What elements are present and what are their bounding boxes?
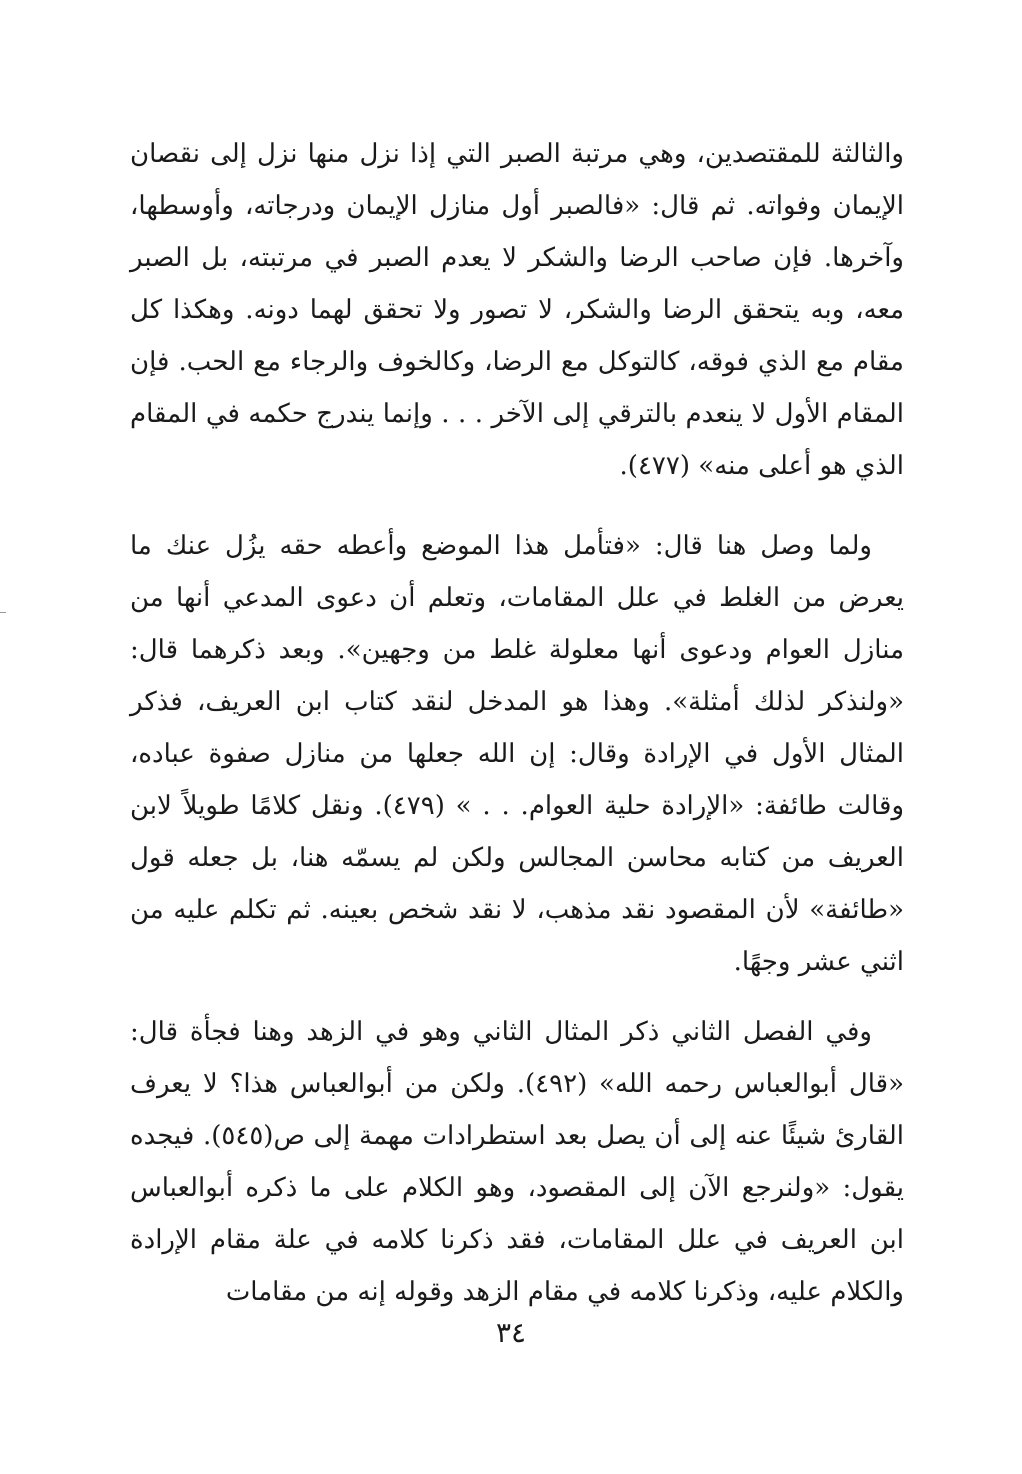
paragraph-3 [130,1006,904,1318]
paragraph-1-text: والثالثة للمقتصدين، وهي مرتبة الصبر التي إذا نزل منها نزل إلى نقصان الإيمان وفواته. ثم قال: «فالصبر أول منازل الإيمان ودرجاته، وأوسطها، وآخرها. فإن صاحب الرضا والشكر لا يعدم الصبر في مرتبته، بل الصبر معه، وبه يتحقق الرضا والشكر، لا تصور ولا تحقق لهما دونه. وهكذا كل مقام مع الذي فوقه، كالتوكل مع الرضا، وكالخوف والرجاء مع الحب. فإن المقام الأول لا ينعدم بالترقي إلى الآخر . . . وإنما يندرج حكمه في المقام الذي هو أعلى منه» (٤٧٧). [130,139,904,481]
paragraph-2 [130,520,904,988]
paragraph-2-text: ولما وصل هنا قال: «فتأمل هذا الموضع وأعطه حقه يزُل عنك ما يعرض من الغلط في علل المقامات، وتعلم أن دعوى المدعي أنها من منازل العوام ودعوى أنها معلولة غلط من وجهين». وبعد ذكرهما قال: «ولنذكر لذلك أمثلة». وهذا هو المدخل لنقد كتاب ابن العريف، فذكر المثال الأول في الإرادة وقال: إن الله جعلها من منازل صفوة عباده، وقالت طائفة: «الإرادة حلية العوام. . . » (٤٧٩). ونقل كلامًا طويلاً لابن العريف من كتابه محاسن المجالس ولكن لم يسمّه هنا، بل جعله قول «طائفة» لأن المقصود نقد مذهب، لا نقد شخص بعينه. ثم تكلم عليه من اثني عشر وجهًا. [130,531,904,977]
paragraph-3-text: وفي الفصل الثاني ذكر المثال الثاني وهو في الزهد وهنا فجأة قال: «قال أبوالعباس رحمه الله» (٤٩٢). ولكن من أبوالعباس هذا؟ لا يعرف القارئ شيئًا عنه إلى أن يصل بعد استطرادات مهمة إلى ص(٥٤٥). فيجده يقول: «ولنرجع الآن إلى المقصود، وهو الكلام على ما ذكره أبوالعباس ابن العريف في علل المقامات، فقد ذكرنا كلامه في علة مقام الإرادة والكلام عليه، وذكرنا كلامه في مقام الزهد وقوله إنه من مقامات [130,1017,905,1307]
page-number: ٣٤ [495,1316,527,1349]
margin-mark [0,612,6,613]
paragraph-1 [130,128,904,492]
